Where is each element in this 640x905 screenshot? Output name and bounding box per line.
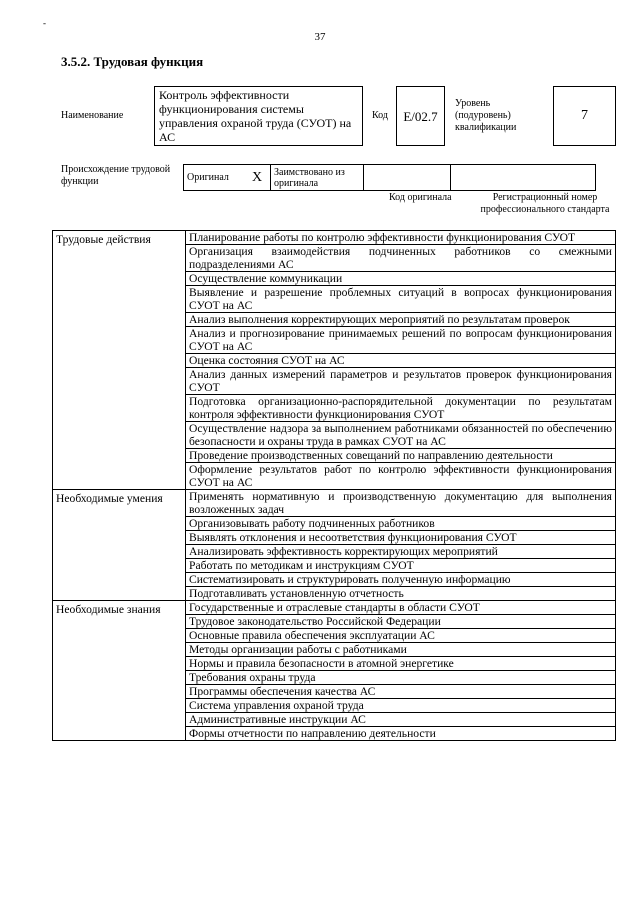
list-item: Анализ выполнения корректирующих мероприятий по результатам проверок: [186, 313, 616, 327]
reg-number-caption: Регистрационный номер профессионального стандарта: [480, 192, 610, 215]
original-label: Оригинал: [184, 165, 245, 191]
list-item: Применять нормативную и производственную документацию для выполнения возложенных задач: [186, 490, 616, 517]
corner-mark: -: [43, 18, 46, 28]
code-value: E/02.7: [396, 86, 445, 146]
list-item: Анализ и прогнозирование принимаемых решений по вопросам функционирования СУОТ на АС: [186, 327, 616, 354]
list-item: Подготавливать установленную отчетность: [186, 587, 616, 601]
list-item: Трудовое законодательство Российской Федерации: [186, 615, 616, 629]
name-value: Контроль эффективности функционирования системы управления охраной труда (СУОТ) на АС: [154, 86, 363, 146]
section-heading-knowledge: Необходимые знания: [53, 601, 186, 741]
list-item: Система управления охраной труда: [186, 699, 616, 713]
list-item: Основные правила обеспечения эксплуатации АС: [186, 629, 616, 643]
list-item: Выявлять отклонения и несоответствия функционирования СУОТ: [186, 531, 616, 545]
section-title: 3.5.2. Трудовая функция: [61, 54, 204, 69]
list-item: Оформление результатов работ по контролю эффективности функционирования СУОТ на АС: [186, 463, 616, 490]
list-item: Проведение производственных совещаний по направлению деятельности: [186, 449, 616, 463]
list-item: Нормы и правила безопасности в атомной энергетике: [186, 657, 616, 671]
list-item: Анализ данных измерений параметров и результатов проверок функционирования СУОТ: [186, 368, 616, 395]
list-item: Выявление и разрешение проблемных ситуаций в вопросах функционирования СУОТ на АС: [186, 286, 616, 313]
list-item: Подготовка организационно-распорядительной документации по результатам контроля эффективности функционирования СУОТ: [186, 395, 616, 422]
section-heading-skills: Необходимые умения: [53, 490, 186, 601]
table-row: [53, 231, 616, 245]
code-original-caption: Код оригинала: [389, 192, 452, 203]
origin-table: [183, 164, 596, 191]
function-table: [52, 230, 616, 741]
reg-number-cell: [451, 165, 596, 191]
page-number: 37: [314, 31, 326, 43]
list-item: Формы отчетности по направлению деятельности: [186, 727, 616, 741]
code-original-cell: [364, 165, 451, 191]
list-item: Государственные и отраслевые стандарты в области СУОТ: [186, 601, 616, 615]
list-item: Работать по методикам и инструкциям СУОТ: [186, 559, 616, 573]
list-item: Организовывать работу подчиненных работников: [186, 517, 616, 531]
level-label: Уровень (подуровень) квалификации: [455, 98, 517, 133]
list-item: Организация взаимодействия подчиненных работников со смежными подразделениями АС: [186, 245, 616, 272]
table-row: [53, 490, 616, 517]
list-item: Осуществление коммуникации: [186, 272, 616, 286]
list-item: Анализировать эффективность корректирующих мероприятий: [186, 545, 616, 559]
original-mark: X: [244, 165, 271, 191]
origin-label: Происхождение трудовой функции: [61, 164, 171, 187]
table-row: [53, 601, 616, 615]
list-item: Систематизировать и структурировать полученную информацию: [186, 573, 616, 587]
section-heading-actions: Трудовые действия: [53, 231, 186, 490]
borrowed-label: Заимствовано из оригинала: [271, 165, 364, 191]
list-item: Административные инструкции АС: [186, 713, 616, 727]
list-item: Осуществление надзора за выполнением работниками обязанностей по обеспечению безопасности и охраны труда в рамках СУОТ на АС: [186, 422, 616, 449]
list-item: Программы обеспечения качества АС: [186, 685, 616, 699]
list-item: Оценка состояния СУОТ на АС: [186, 354, 616, 368]
list-item: Требования охраны труда: [186, 671, 616, 685]
name-label: Наименование: [61, 110, 124, 121]
list-item: Планирование работы по контролю эффективности функционирования СУОТ: [186, 231, 616, 245]
code-label: Код: [372, 110, 388, 121]
list-item: Методы организации работы с работниками: [186, 643, 616, 657]
level-value: 7: [553, 86, 616, 146]
